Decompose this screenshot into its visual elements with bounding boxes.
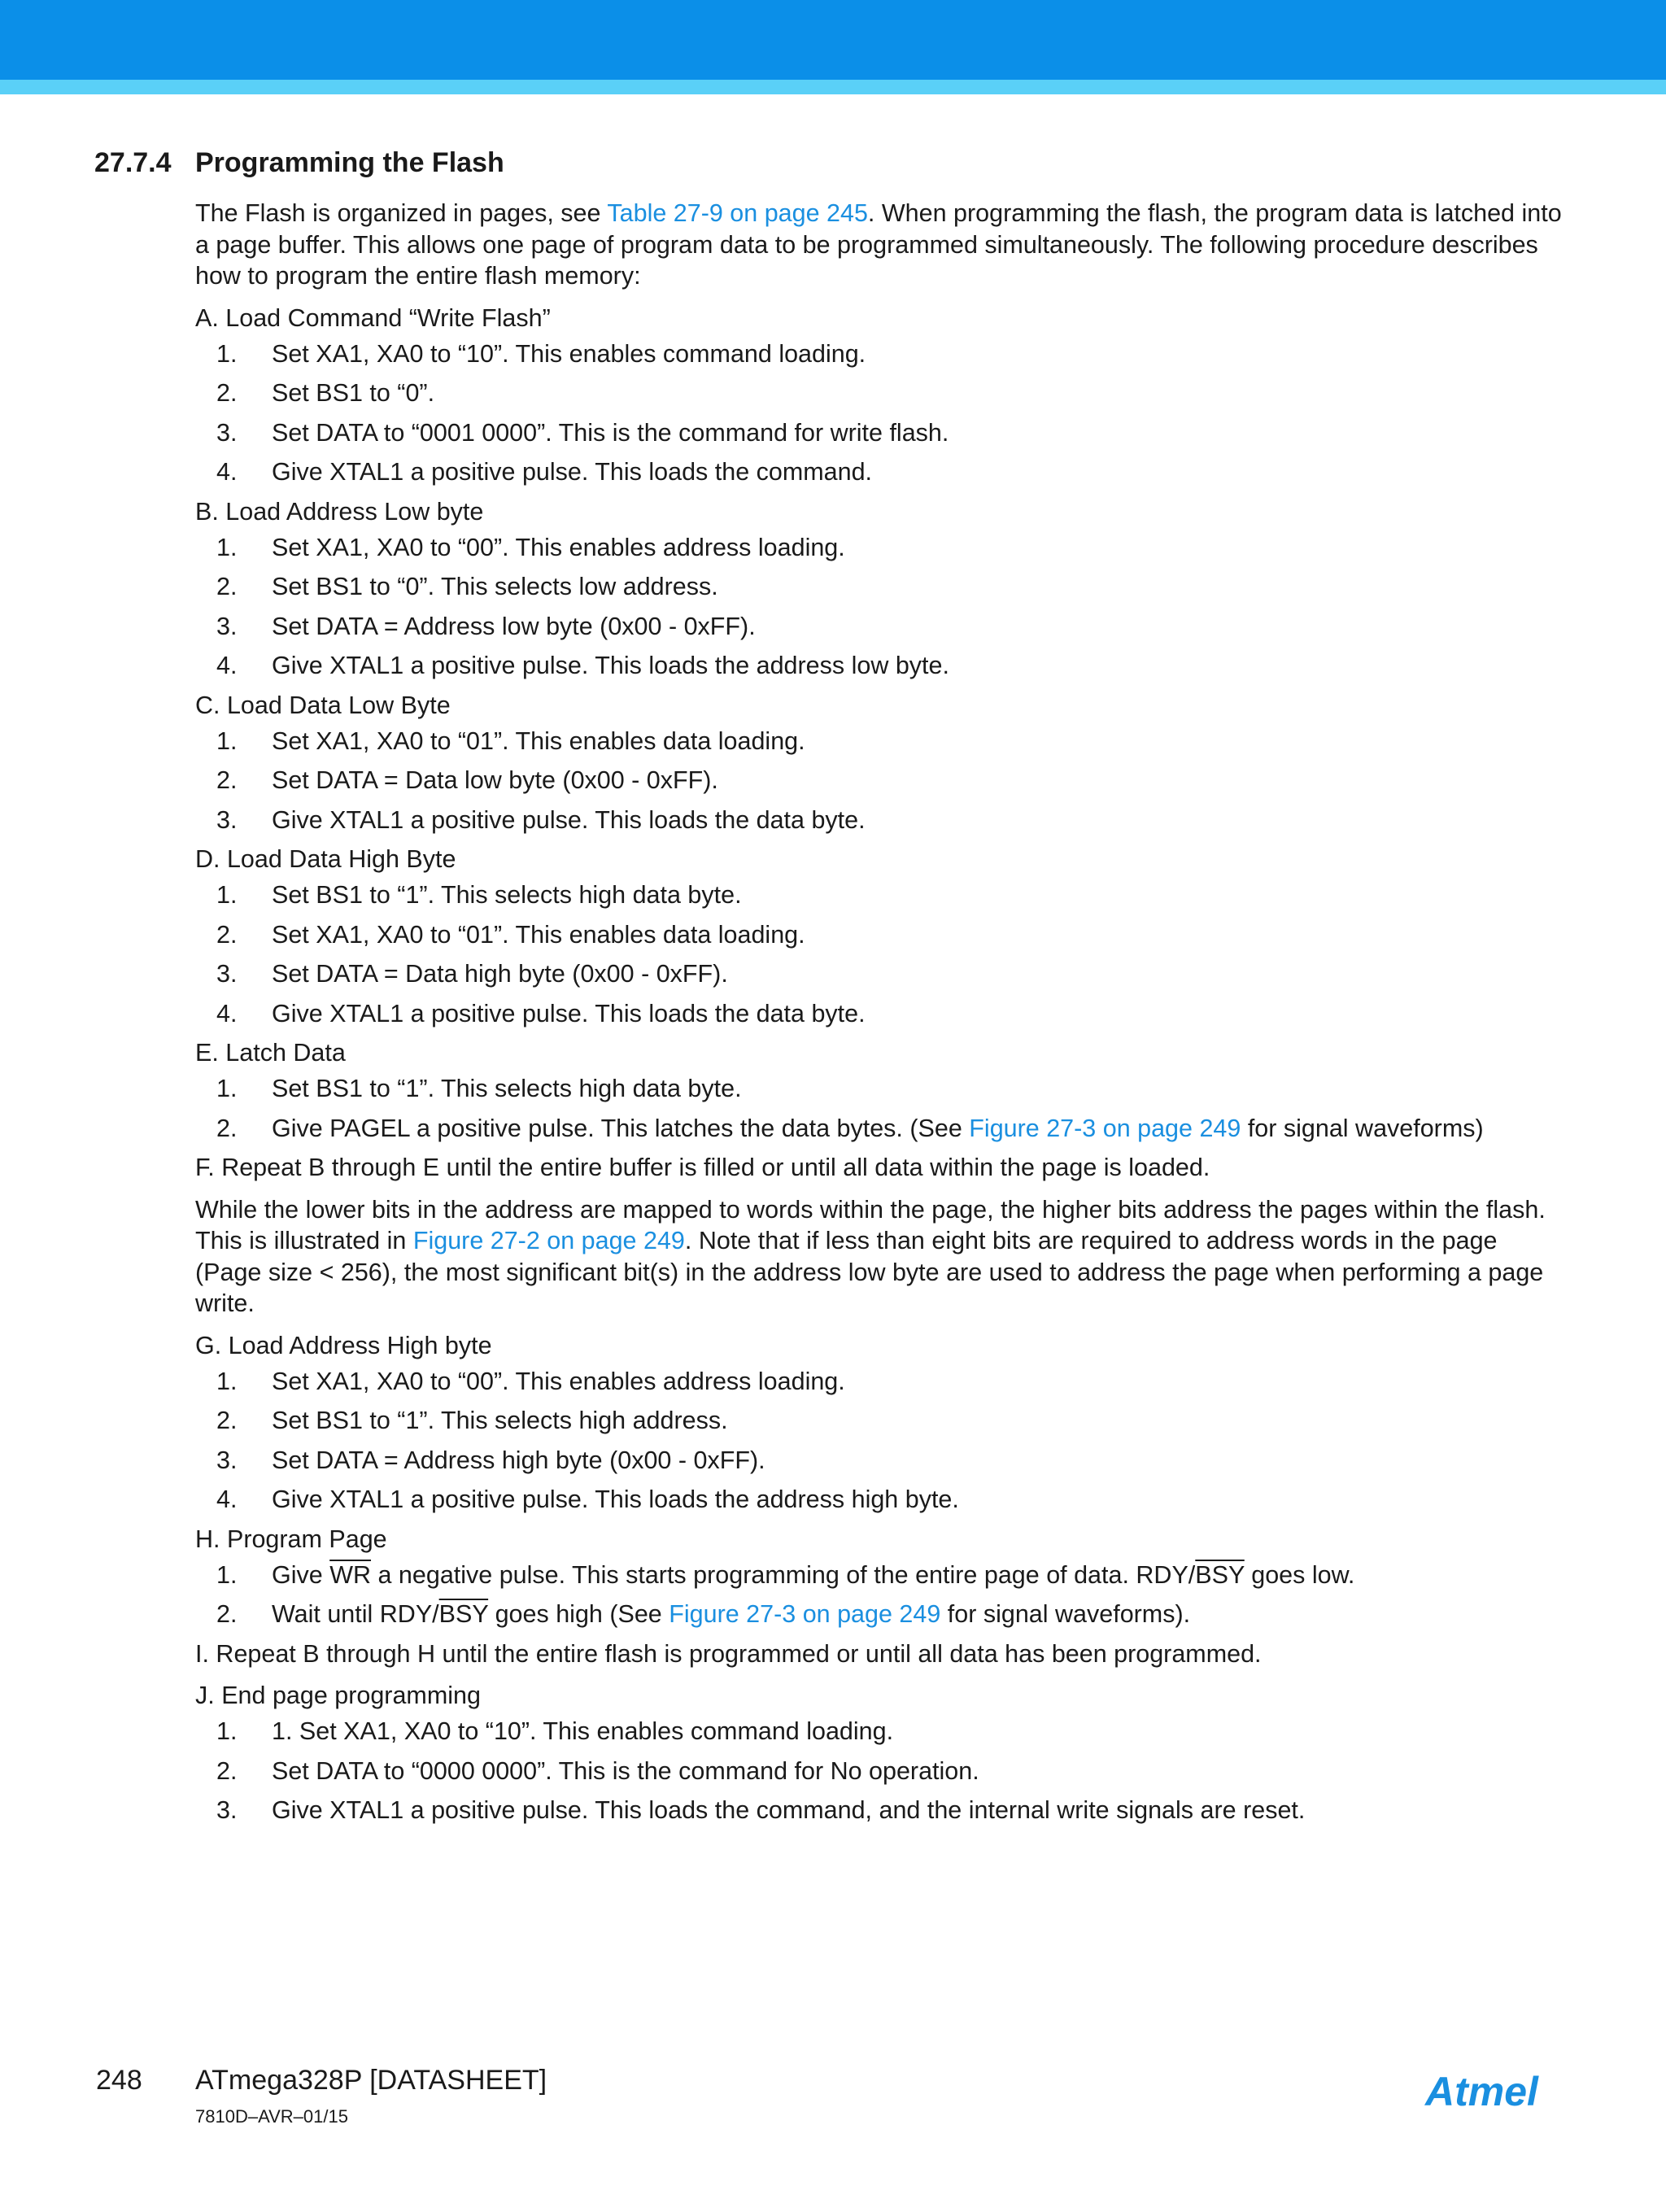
step-group-h	[195, 1524, 1566, 1630]
list-item	[195, 1073, 1566, 1104]
step-heading-e: E. Latch Data	[195, 1039, 346, 1067]
item-number: 1.	[216, 881, 238, 909]
document-revision: 7810D–AVR–01/15	[195, 2106, 348, 2127]
list-item	[195, 456, 1566, 487]
item-number: 3.	[216, 612, 238, 640]
header-bar	[0, 0, 1666, 80]
item-text-part: goes high (See	[488, 1600, 669, 1628]
list-item	[195, 958, 1566, 989]
figure-27-2-link[interactable]: Figure 27-2 on page 249	[412, 1227, 685, 1254]
list-item	[195, 879, 1566, 910]
item-number: 2.	[216, 766, 238, 794]
item-text: Set DATA to “0000 0000”. This is the command for No operation.	[272, 1756, 979, 1785]
list-item	[195, 1484, 1566, 1515]
item-text: Set BS1 to “1”. This selects high data byte.	[272, 1075, 742, 1102]
item-number: 4.	[216, 1486, 238, 1513]
list-item	[195, 765, 1566, 796]
list-item	[195, 1405, 1566, 1436]
para-text-2: . Note that if less than eight bits are required to address words in the page (Page size < 256), the most significant bit(s) in the address low byte are used to address the page when performing a page write.	[195, 1227, 1544, 1317]
step-group-j	[195, 1680, 1566, 1826]
item-text: Set XA1, XA0 to “10”. This enables command loading.	[272, 339, 866, 368]
item-text: Give XTAL1 a positive pulse. This loads the command.	[272, 458, 873, 486]
item-text: Set DATA = Data low byte (0x00 - 0xFF).	[272, 766, 718, 794]
step-heading-g: G. Load Address High byte	[195, 1331, 492, 1359]
item-text: 1. Set XA1, XA0 to “10”. This enables command loading.	[272, 1717, 894, 1745]
step-group-d	[195, 844, 1566, 1029]
header-stripe	[0, 80, 1666, 94]
list-item	[195, 998, 1566, 1029]
page-number: 248	[96, 2065, 142, 2096]
item-number: 2.	[216, 1756, 238, 1785]
item-text: Set BS1 to “0”. This selects low address.	[272, 573, 718, 600]
figure-27-3-link[interactable]: Figure 27-3 on page 249	[969, 1114, 1241, 1142]
item-text	[272, 1560, 1566, 1590]
figure-27-3-link[interactable]: Figure 27-3 on page 249	[669, 1600, 941, 1628]
item-text-part: for signal waveforms).	[940, 1600, 1191, 1628]
step-group-b	[195, 496, 1566, 682]
item-text: Set BS1 to “1”. This selects high address.	[272, 1407, 728, 1434]
item-text	[272, 1599, 1566, 1630]
item-text: Set XA1, XA0 to “00”. This enables address loading.	[272, 533, 845, 561]
item-text: Set BS1 to “0”.	[272, 379, 435, 407]
step-heading-b: B. Load Address Low byte	[195, 497, 484, 526]
item-number: 4.	[216, 458, 238, 486]
item-text: Set XA1, XA0 to “01”. This enables data loading.	[272, 920, 805, 949]
item-number: 1.	[216, 1075, 238, 1102]
item-number: 1.	[216, 339, 238, 368]
item-number: 2.	[216, 1407, 238, 1434]
item-number: 1.	[216, 1367, 238, 1395]
intro-text-2: . When programming the flash, the program data is latched into a page buffer. This allows one page of program data to be programmed simultaneously. The following procedure describes how to program the entire flash memory:	[195, 199, 1562, 290]
step-group-c	[195, 690, 1566, 835]
item-number: 2.	[216, 1114, 238, 1142]
list-item	[195, 417, 1566, 448]
step-group-a	[195, 303, 1566, 488]
list-item	[195, 1445, 1566, 1476]
item-text	[272, 1113, 1566, 1144]
list-item	[195, 338, 1566, 369]
list-item	[195, 726, 1566, 757]
item-text: Set DATA = Address low byte (0x00 - 0xFF).	[272, 612, 756, 640]
step-group-e	[195, 1037, 1566, 1144]
item-number: 2.	[216, 379, 238, 407]
item-number: 3.	[216, 805, 238, 834]
list-item	[195, 1366, 1566, 1397]
step-heading-a: A. Load Command “Write Flash”	[195, 303, 551, 332]
para-text-1: While the lower bits in the address are mapped to words within the page, the higher bits address the pages within the flash. This is illustrated in	[195, 1195, 1546, 1254]
step-heading-h: H. Program Page	[195, 1525, 387, 1553]
item-text: Set DATA to “0001 0000”. This is the command for write flash.	[272, 418, 949, 447]
list-item	[195, 1599, 1566, 1630]
item-text-part: Give PAGEL a positive pulse. This latches the data bytes. (See	[272, 1114, 970, 1142]
list-item	[195, 1795, 1566, 1826]
list-item	[195, 1716, 1566, 1747]
list-item	[195, 1560, 1566, 1590]
item-text: Set DATA = Address high byte (0x00 - 0xFF).	[272, 1446, 765, 1474]
logo-wordmark: Atmel	[1425, 2069, 1538, 2114]
item-number: 2.	[216, 920, 238, 949]
step-heading-j: J. End page programming	[195, 1682, 481, 1709]
item-text-part: for signal waveforms)	[1241, 1114, 1484, 1142]
bsy-signal: $\overline{BSY}$	[1195, 1560, 1245, 1589]
list-item	[195, 611, 1566, 642]
section-title: Programming the Flash	[195, 147, 504, 178]
atmel-logo	[1424, 2065, 1570, 2122]
item-text: Give XTAL1 a positive pulse. This loads the data byte.	[272, 999, 866, 1027]
item-text: Give XTAL1 a positive pulse. This loads the address low byte.	[272, 652, 949, 679]
section-body	[195, 198, 1566, 1835]
item-number: 1.	[216, 726, 238, 755]
item-text: Set DATA = Data high byte (0x00 - 0xFF).	[272, 960, 728, 988]
intro-paragraph	[195, 198, 1566, 292]
list-item	[195, 571, 1566, 602]
item-number: 4.	[216, 999, 238, 1027]
item-number: 1.	[216, 1560, 238, 1589]
item-number: 4.	[216, 652, 238, 679]
step-heading-c: C. Load Data Low Byte	[195, 691, 451, 719]
list-item	[195, 805, 1566, 835]
item-text: Set XA1, XA0 to “01”. This enables data loading.	[272, 726, 805, 755]
list-item	[195, 919, 1566, 950]
item-text-part: Give	[272, 1560, 330, 1589]
item-number: 3.	[216, 418, 238, 447]
address-paragraph	[195, 1194, 1566, 1320]
step-i: I. Repeat B through H until the entire flash is programmed or until all data has been programmed.	[195, 1639, 1262, 1668]
document-title: ATmega328P [DATASHEET]	[195, 2065, 547, 2096]
list-item	[195, 377, 1566, 408]
step-f: F. Repeat B through E until the entire buffer is filled or until all data within the page is loaded.	[195, 1154, 1210, 1181]
item-number: 1.	[216, 533, 238, 561]
item-text-part: Wait until RDY/	[272, 1600, 439, 1628]
wr-signal: $\overline{WR}$	[329, 1560, 372, 1589]
item-text-part: a negative pulse. This starts programming of the entire page of data. RDY/	[371, 1560, 1196, 1589]
item-number: 3.	[216, 1796, 238, 1824]
item-text: Give XTAL1 a positive pulse. This loads the command, and the internal write signals are reset.	[272, 1796, 1306, 1824]
item-text: Set BS1 to “1”. This selects high data byte.	[272, 881, 742, 909]
item-number: 1.	[216, 1717, 238, 1745]
item-number: 2.	[216, 1600, 238, 1628]
item-text: Set XA1, XA0 to “00”. This enables address loading.	[272, 1367, 845, 1395]
table-27-9-link[interactable]: Table 27-9 on page 245	[607, 199, 868, 227]
bsy-signal: $\overline{BSY}$	[438, 1600, 489, 1628]
list-item	[195, 532, 1566, 563]
item-text: Give XTAL1 a positive pulse. This loads the data byte.	[272, 805, 866, 834]
section-number: 27.7.4	[94, 147, 172, 178]
item-number: 2.	[216, 573, 238, 600]
list-item	[195, 650, 1566, 681]
item-number: 3.	[216, 1446, 238, 1474]
item-text-part: goes low.	[1244, 1560, 1355, 1589]
list-item	[195, 1113, 1566, 1144]
list-item	[195, 1756, 1566, 1787]
step-heading-d: D. Load Data High Byte	[195, 845, 456, 873]
intro-text-1: The Flash is organized in pages, see	[195, 199, 608, 227]
step-group-g	[195, 1330, 1566, 1516]
item-number: 3.	[216, 960, 238, 988]
item-text: Give XTAL1 a positive pulse. This loads the address high byte.	[272, 1486, 959, 1513]
